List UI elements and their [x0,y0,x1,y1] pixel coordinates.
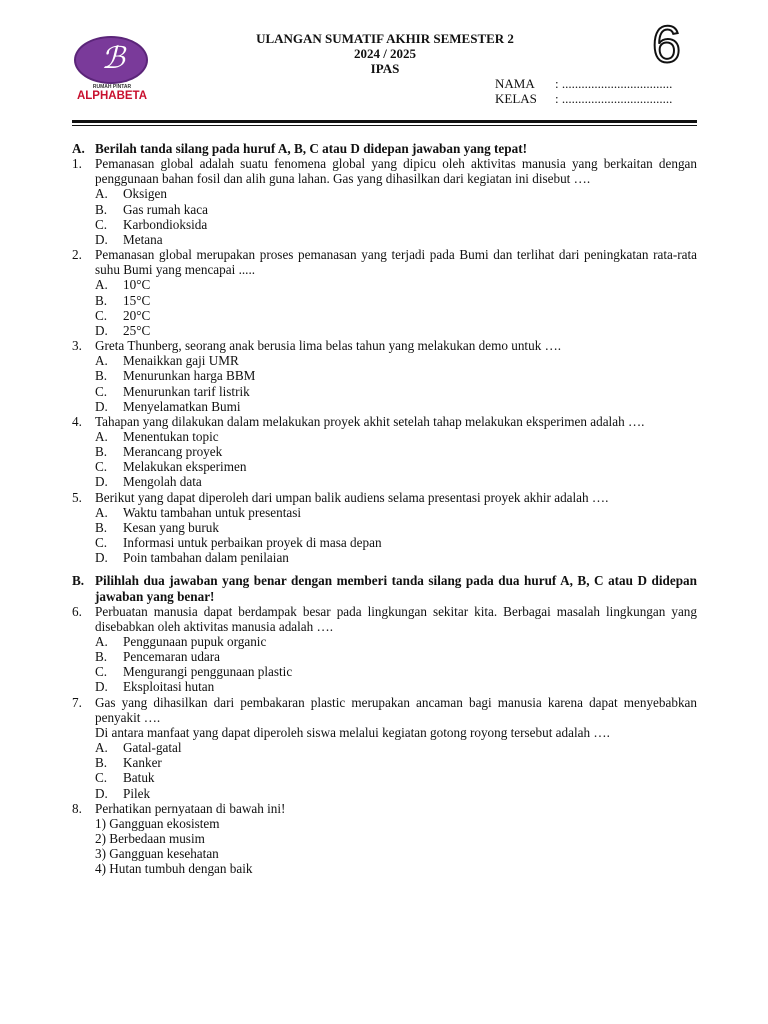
name-line[interactable] [495,76,672,91]
header-divider-thick [72,120,697,123]
option-1c[interactable]: C. Karbondioksida [95,216,208,232]
option-5d[interactable]: D. Poin tambahan dalam penilaian [95,550,289,566]
exam-content [72,141,697,877]
question-7-extra: Di antara manfaat yang dapat diperoleh siswa melalui kegiatan gotong royong tersebut adalah …. [95,724,610,740]
section-b-instruction: B. Pilihlah dua jawaban yang benar dengan memberi tanda silang pada dua huruf A, B, C atau D didepan jawaban yang benar! [72,573,697,604]
option-6c[interactable]: C. Mengurangi penggunaan plastic [95,664,293,680]
option-3d[interactable]: D. Menyelamatkan Bumi [95,398,241,414]
question-1: 1. Pemanasan global adalah suatu fenomena global yang dipicu oleh aktivitas manusia yang berkaitan dengan penggunaan bahan fosil dan alih guna lahan. Gas yang dihasilkan dari kegiatan ini disebut …. [72,156,697,187]
option-7a[interactable]: A. Gatal-gatal [95,740,182,756]
class-field[interactable]: : .................................. [555,91,673,106]
option-6d[interactable]: D. Eksploitasi hutan [95,679,215,695]
name-field[interactable]: : .................................. [555,76,673,91]
header-divider-thin [72,125,697,126]
class-label: KELAS [495,91,537,106]
option-5c[interactable]: C. Informasi untuk perbaikan proyek di masa depan [95,535,382,551]
section-a-instruction: A. Berilah tanda silang pada huruf A, B, C atau D didepan jawaban yang tepat! [72,141,527,156]
logo-monogram: ℬ [101,42,121,75]
option-3c[interactable]: C. Menurunkan tarif listrik [95,383,250,399]
logo-brand: ALPHABETA [76,90,148,102]
question-7: 7. Gas yang dihasilkan dari pembakaran plastic merupakan ancaman bagi manusia karena dapat menyebabkan penyakit …. [72,694,697,725]
option-4d[interactable]: D. Mengolah data [95,474,202,490]
question-3: 3. Greta Thunberg, seorang anak berusia lima belas tahun yang melakukan demo untuk …. [72,338,562,354]
exam-title: ULANGAN SUMATIF AKHIR SEMESTER 2 [256,31,514,46]
option-3b[interactable]: B. Menurunkan harga BBM [95,368,256,384]
option-2c[interactable]: C. 20°C [95,307,151,323]
class-line[interactable] [495,91,672,106]
question-2: 2. Pemanasan global merupakan proses pemanasan yang terjadi pada Bumi dan terlihat dari peningkatan rata-rata suhu Bumi yang mencapai ..... [72,247,697,278]
option-2d[interactable]: D. 25°C [95,322,151,338]
grade-number: 6 [652,16,681,74]
statement-2: 2) Berbedaan musim [95,831,205,847]
option-5a[interactable]: A. Waktu tambahan untuk presentasi [95,504,302,520]
exam-subject: IPAS [370,61,400,76]
option-4c[interactable]: C. Melakukan eksperimen [95,459,247,475]
section-gap [72,565,697,573]
logo-subtitle: RUMAH PINTAR [92,84,132,90]
statement-3: 3) Gangguan kesehatan [95,846,219,862]
option-1b[interactable]: B. Gas rumah kaca [95,201,208,217]
option-2b[interactable]: B. 15°C [95,292,151,308]
option-6b[interactable]: B. Pencemaran udara [95,649,221,665]
option-7c[interactable]: C. Batuk [95,770,155,786]
option-4a[interactable]: A. Menentukan topic [95,428,219,444]
option-7d[interactable]: D. Pilek [95,785,151,801]
exam-header [200,31,570,76]
question-6: 6. Perbuatan manusia dapat berdampak besar pada lingkungan sekitar kita. Berbagai masalah lingkungan yang disebabkan oleh aktivitas manusia adalah …. [72,603,697,634]
option-1d[interactable]: D. Metana [95,231,163,247]
question-4: 4. Tahapan yang dilakukan dalam melakukan proyek akhit setelah tahap melakukan eksperimen adalah …. [72,413,645,429]
option-4b[interactable]: B. Merancang proyek [95,444,223,460]
option-3a[interactable]: A. Menaikkan gaji UMR [95,353,239,369]
option-6a[interactable]: A. Penggunaan pupuk organic [95,634,267,649]
name-label: NAMA [495,76,535,91]
option-5b[interactable]: B. Kesan yang buruk [95,519,219,535]
question-5: 5. Berikut yang dapat diperoleh dari umpan balik audiens selama presentasi proyek akhir adalah …. [72,489,609,505]
statement-4: 4) Hutan tumbuh dengan baik [95,861,253,877]
question-8: 8. Perhatikan pernyataan di bawah ini! [72,800,286,816]
option-7b[interactable]: B. Kanker [95,755,162,771]
option-1a[interactable]: A. Oksigen [95,186,167,202]
statement-1: 1) Gangguan ekosistem [95,815,220,831]
exam-year: 2024 / 2025 [353,46,417,61]
option-2a[interactable]: A. 10°C [95,277,151,293]
student-identity [495,76,672,106]
school-logo [72,36,152,106]
